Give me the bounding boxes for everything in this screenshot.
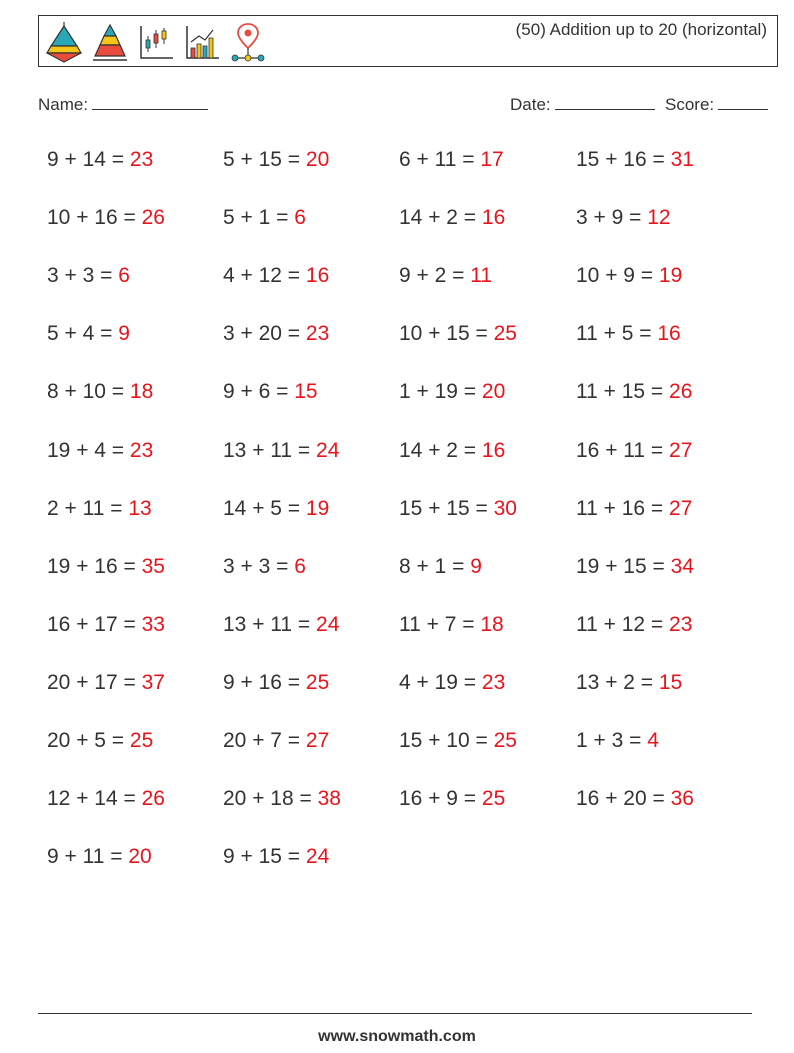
problem-expression: 8 + 10 = xyxy=(47,380,125,404)
problem-answer: 23 xyxy=(129,148,154,171)
problem-answer: 33 xyxy=(141,612,165,636)
problem-answer: 18 xyxy=(480,612,504,636)
problem-expression: 1 + 19 = xyxy=(399,380,477,404)
problem-5 xyxy=(47,206,165,230)
problem-answer: 16 xyxy=(305,264,330,288)
problem-19 xyxy=(399,380,505,404)
problem-answer: 18 xyxy=(129,380,154,404)
problem-answer: 27 xyxy=(669,438,693,462)
problem-answer: 17 xyxy=(480,148,504,171)
problem-answer: 31 xyxy=(670,148,694,171)
problem-12 xyxy=(576,264,682,288)
problem-answer: 25 xyxy=(129,729,154,752)
problem-41 xyxy=(47,729,153,753)
problem-answer: 4 xyxy=(647,729,659,752)
problem-40 xyxy=(576,671,682,695)
problem-answer: 35 xyxy=(141,554,165,578)
problem-expression: 5 + 1 = xyxy=(223,206,289,230)
problem-9 xyxy=(47,264,130,288)
problem-48 xyxy=(576,787,694,811)
worksheet-title: (50) Addition up to 20 (horizontal) xyxy=(515,20,767,39)
problem-27 xyxy=(399,497,517,521)
problem-45 xyxy=(47,787,165,811)
problem-answer: 23 xyxy=(669,612,693,636)
problem-expression: 14 + 2 = xyxy=(399,438,477,462)
header-box xyxy=(38,15,778,67)
date-field[interactable] xyxy=(510,93,655,115)
problem-expression: 3 + 3 = xyxy=(47,264,113,288)
problem-answer: 23 xyxy=(129,438,154,462)
problem-42 xyxy=(223,729,329,753)
problem-expression: 16 + 11 = xyxy=(576,438,664,462)
problem-37 xyxy=(47,671,165,695)
problem-answer: 25 xyxy=(493,322,517,346)
problem-answer: 16 xyxy=(657,322,681,346)
name-field[interactable] xyxy=(38,93,208,115)
problem-answer: 13 xyxy=(128,496,152,520)
name-line[interactable] xyxy=(92,93,208,110)
icon-strip xyxy=(45,20,267,64)
problem-33 xyxy=(47,613,165,637)
problem-expression: 3 + 20 = xyxy=(223,322,301,346)
problem-13 xyxy=(47,322,130,346)
problem-answer: 38 xyxy=(317,787,341,811)
problem-24 xyxy=(576,439,692,463)
problem-expression: 4 + 19 = xyxy=(399,670,477,694)
problem-expression: 11 + 12 = xyxy=(576,612,664,636)
problem-47 xyxy=(399,787,505,811)
pyramid-chart-icon xyxy=(91,20,129,64)
problem-expression: 5 + 15 = xyxy=(223,148,301,171)
problem-expression: 11 + 16 = xyxy=(576,496,664,520)
problem-answer: 26 xyxy=(141,206,165,230)
problem-expression: 10 + 16 = xyxy=(47,206,136,230)
problem-expression: 19 + 15 = xyxy=(576,554,665,578)
problem-3 xyxy=(399,148,504,172)
layered-pyramid-icon xyxy=(45,20,83,64)
date-label: Date: xyxy=(510,95,551,114)
problem-1 xyxy=(47,148,153,172)
problem-34 xyxy=(223,613,339,637)
problem-44 xyxy=(576,729,659,753)
problem-answer: 23 xyxy=(305,322,330,346)
problem-31 xyxy=(399,555,482,579)
problem-expression: 11 + 15 = xyxy=(576,380,664,404)
date-line[interactable] xyxy=(555,93,655,110)
problem-expression: 8 + 1 = xyxy=(399,554,465,578)
problem-expression: 10 + 15 = xyxy=(399,322,488,346)
name-label: Name: xyxy=(38,95,89,114)
problem-46 xyxy=(223,787,341,811)
problem-expression: 19 + 4 = xyxy=(47,438,125,462)
problem-2 xyxy=(223,148,329,172)
problem-8 xyxy=(576,206,671,230)
problem-18 xyxy=(223,380,318,404)
problem-17 xyxy=(47,380,153,404)
problem-answer: 12 xyxy=(647,206,671,230)
problem-answer: 23 xyxy=(481,670,506,694)
problem-expression: 14 + 2 = xyxy=(399,206,477,230)
problem-answer: 27 xyxy=(669,496,693,520)
problem-expression: 11 + 7 = xyxy=(399,612,475,636)
problem-expression: 3 + 9 = xyxy=(576,206,642,230)
problem-answer: 37 xyxy=(141,670,165,694)
problem-6 xyxy=(223,206,306,230)
problem-16 xyxy=(576,322,681,346)
problem-expression: 13 + 11 = xyxy=(223,438,311,462)
problem-answer: 19 xyxy=(305,496,330,520)
score-line[interactable] xyxy=(718,93,768,110)
problem-20 xyxy=(576,380,692,404)
problem-expression: 9 + 11 = xyxy=(47,845,123,869)
problem-expression: 9 + 15 = xyxy=(223,845,301,869)
problem-expression: 3 + 3 = xyxy=(223,554,289,578)
problem-expression: 20 + 5 = xyxy=(47,729,125,752)
problem-answer: 16 xyxy=(481,206,506,230)
problem-expression: 2 + 11 = xyxy=(47,496,123,520)
problem-answer: 25 xyxy=(481,787,506,811)
problem-expression: 10 + 9 = xyxy=(576,264,654,288)
problem-answer: 9 xyxy=(470,554,482,578)
problem-21 xyxy=(47,439,153,463)
problem-expression: 6 + 11 = xyxy=(399,148,475,171)
problem-expression: 16 + 17 = xyxy=(47,612,136,636)
problem-22 xyxy=(223,439,339,463)
problem-35 xyxy=(399,613,504,637)
problem-answer: 25 xyxy=(305,670,330,694)
problem-answer: 24 xyxy=(316,438,340,462)
score-field[interactable] xyxy=(665,93,768,115)
problem-expression: 5 + 4 = xyxy=(47,322,113,346)
problem-28 xyxy=(576,497,692,521)
problem-expression: 13 + 11 = xyxy=(223,612,311,636)
problem-14 xyxy=(223,322,329,346)
problem-15 xyxy=(399,322,517,346)
map-pin-network-icon xyxy=(229,20,267,64)
problem-30 xyxy=(223,555,306,579)
problem-36 xyxy=(576,613,692,637)
problem-26 xyxy=(223,497,329,521)
problem-answer: 34 xyxy=(670,554,694,578)
problem-4 xyxy=(576,148,694,172)
problem-7 xyxy=(399,206,505,230)
problem-answer: 6 xyxy=(294,206,306,230)
problem-answer: 20 xyxy=(305,148,330,171)
problem-25 xyxy=(47,497,152,521)
problem-expression: 16 + 9 = xyxy=(399,787,477,811)
problem-answer: 24 xyxy=(316,612,340,636)
candlestick-chart-icon xyxy=(137,20,175,64)
footer-divider xyxy=(38,1013,752,1014)
problem-answer: 20 xyxy=(481,380,506,404)
problem-expression: 20 + 17 = xyxy=(47,670,136,694)
problem-expression: 9 + 14 = xyxy=(47,148,125,171)
problem-expression: 14 + 5 = xyxy=(223,496,301,520)
problem-answer: 26 xyxy=(141,787,165,811)
problem-answer: 16 xyxy=(481,438,506,462)
problem-expression: 9 + 16 = xyxy=(223,670,301,694)
problem-answer: 27 xyxy=(305,729,330,752)
problem-29 xyxy=(47,555,165,579)
problem-expression: 15 + 15 = xyxy=(399,496,488,520)
problem-answer: 36 xyxy=(670,787,694,811)
problem-expression: 16 + 20 = xyxy=(576,787,665,811)
problem-49 xyxy=(47,845,152,869)
problem-expression: 1 + 3 = xyxy=(576,729,642,752)
bar-line-chart-icon xyxy=(183,20,221,64)
score-label: Score: xyxy=(665,95,715,114)
problem-answer: 15 xyxy=(658,670,683,694)
problem-11 xyxy=(399,264,492,288)
problem-answer: 24 xyxy=(305,845,330,869)
problem-answer: 19 xyxy=(658,264,683,288)
problem-expression: 19 + 16 = xyxy=(47,554,136,578)
problem-answer: 15 xyxy=(294,380,318,404)
problem-39 xyxy=(399,671,505,695)
footer-url: www.snowmath.com xyxy=(318,1028,476,1045)
problem-expression: 13 + 2 = xyxy=(576,670,654,694)
problem-answer: 9 xyxy=(118,322,130,346)
problem-50 xyxy=(223,845,329,869)
problem-expression: 15 + 10 = xyxy=(399,729,488,752)
problem-expression: 9 + 6 = xyxy=(223,380,289,404)
problem-answer: 20 xyxy=(128,845,152,869)
problem-answer: 6 xyxy=(118,264,130,288)
problem-expression: 11 + 5 = xyxy=(576,322,652,346)
problem-43 xyxy=(399,729,517,753)
problem-answer: 25 xyxy=(493,729,517,752)
problem-32 xyxy=(576,555,694,579)
problem-expression: 9 + 2 = xyxy=(399,264,465,288)
problem-answer: 6 xyxy=(294,554,306,578)
problem-expression: 20 + 18 = xyxy=(223,787,312,811)
problem-expression: 20 + 7 = xyxy=(223,729,301,752)
problem-answer: 11 xyxy=(470,264,493,288)
problem-10 xyxy=(223,264,329,288)
problem-38 xyxy=(223,671,329,695)
problem-23 xyxy=(399,439,505,463)
problem-answer: 30 xyxy=(493,496,517,520)
problem-answer: 26 xyxy=(669,380,693,404)
problem-expression: 15 + 16 = xyxy=(576,148,665,171)
problem-expression: 4 + 12 = xyxy=(223,264,301,288)
problem-expression: 12 + 14 = xyxy=(47,787,136,811)
